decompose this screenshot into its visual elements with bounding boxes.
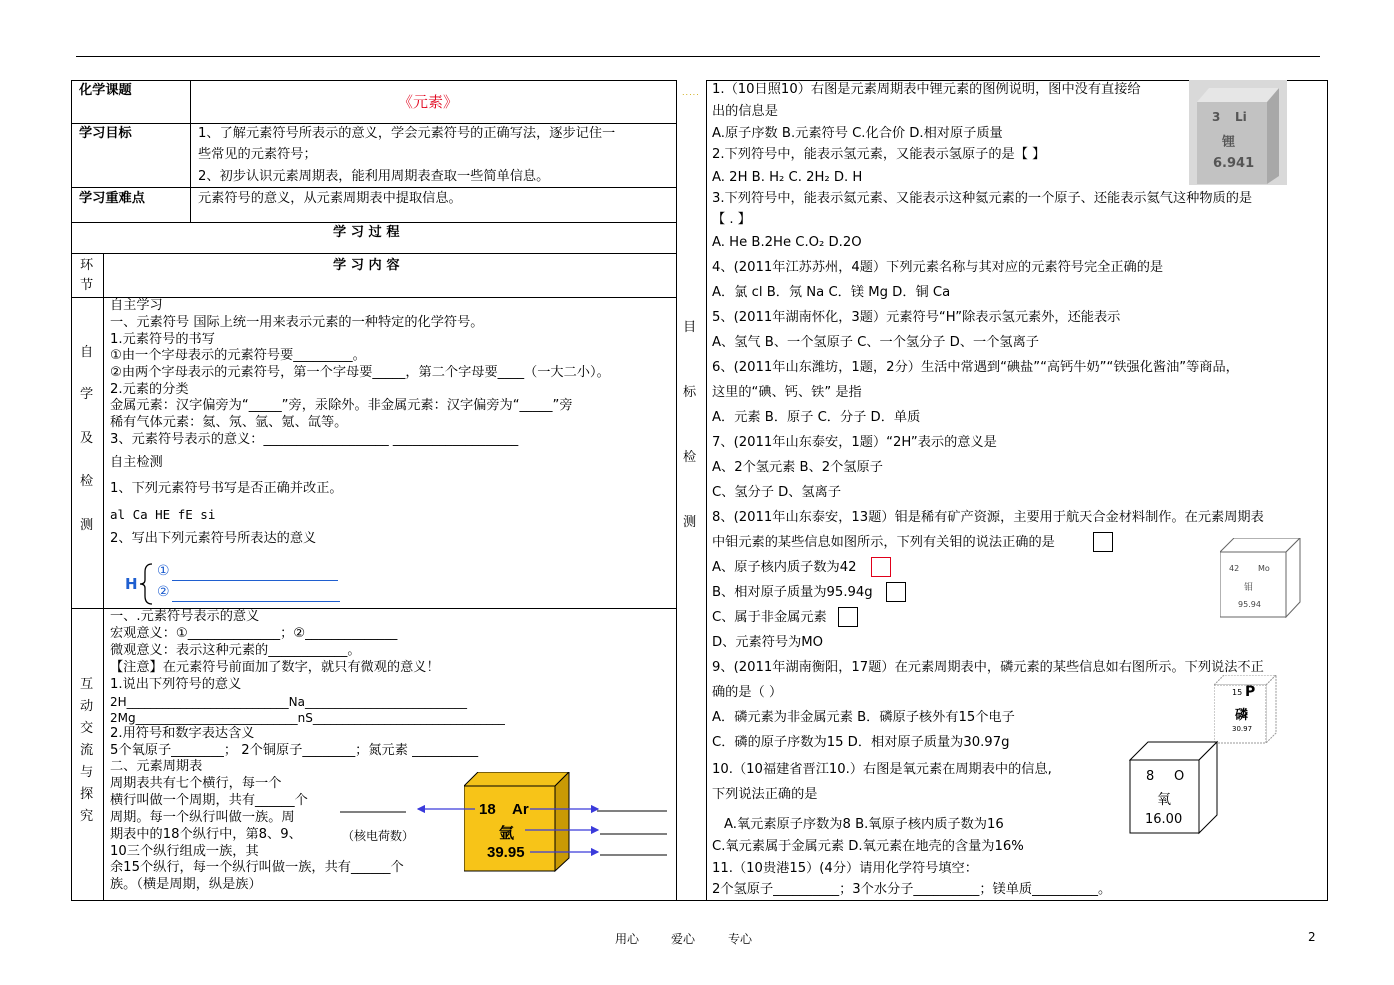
stage-char: 测	[80, 518, 94, 533]
text-line: 11.（10贵港15）(4分）请用化学符号填空：	[712, 861, 978, 876]
footer-text: 用心	[615, 932, 640, 946]
text-line: 7、(2011年山东泰安，1题）“2H”表示的意义是	[712, 435, 997, 450]
text-line: 二、元素周期表	[110, 759, 203, 774]
li-number: 3	[1212, 110, 1221, 124]
answer-box[interactable]	[838, 607, 858, 627]
molybdenum-cube-shape	[1220, 538, 1302, 618]
text-line: 4、(2011年江苏苏州，4题）下列元素名称与其对应的元素符号完全正确的是	[712, 260, 1164, 275]
h-symbol: H	[125, 575, 138, 593]
process-title: 学 习 过 程	[333, 225, 400, 240]
text-line: 1、下列元素符号书写是否正确并改正。	[110, 481, 343, 496]
text-line: A、2个氢元素 B、2个氢原子	[712, 460, 883, 475]
mo-name: 钼	[1244, 583, 1254, 593]
stage-char: 标	[683, 385, 697, 400]
text-line: 【注意】在元素符号前面加了数字，就只有微观的意义！	[110, 660, 440, 675]
footer-text: 爱心	[671, 932, 696, 946]
answer-box[interactable]	[886, 582, 906, 602]
text-line: 中钼元素的某些信息如图所示，下列有关钼的说法正确的是	[712, 535, 1055, 550]
ar-name: 氩	[499, 824, 515, 842]
text-line: 2、写出下列元素符号所表达的意义	[110, 531, 317, 546]
p-name: 磷	[1235, 708, 1249, 723]
stage-char: 及	[80, 431, 94, 446]
stage-char: 交	[80, 721, 94, 736]
stage-char: 目	[683, 320, 697, 335]
text-line: 余15个纵行，每一个纵行叫做一族，共有______个	[110, 860, 404, 875]
text-line: 2H___________________________Na___________________________	[110, 695, 467, 709]
text-line: 5个氧原子________； 2个铜原子________；氮元素 __________	[110, 743, 479, 758]
goal-line2: 些常见的元素符号；	[198, 147, 317, 162]
text-line: 8、(2011年山东泰安，13题）钼是稀有矿产资源，主要用于航天合金材料制作。在元素周期表	[712, 510, 1264, 525]
text-line: 微观意义：表示这种元素的____________。	[110, 643, 361, 658]
text-line: 期表中的18个纵行中，第8、9、	[110, 827, 302, 842]
h-circ2: ②	[157, 584, 170, 600]
page-number: 2	[1308, 930, 1316, 944]
middle-dots: .....	[682, 88, 700, 97]
content-header: 学 习 内 容	[333, 258, 400, 273]
text-line: A．磷元素为非金属元素 B．磷原子核外有15个电子	[712, 710, 1015, 725]
text-line: C．磷的原子序数为15 D．相对原子质量为30.97g	[712, 735, 1010, 750]
stage-char: 究	[80, 809, 94, 824]
text-line: 自主检测	[110, 455, 163, 470]
stage-char: 检	[683, 450, 697, 465]
text-line: 出的信息是	[712, 104, 778, 119]
text-line: A. 2H B. H₂ C. 2H₂ D. H	[712, 170, 863, 185]
o-number: 8	[1146, 769, 1155, 784]
brace-icon	[138, 562, 154, 606]
text-line: al Ca HE fE si	[110, 507, 216, 522]
stage-char: 自	[80, 345, 94, 360]
text-line: 2.用符号和数字表达含义	[110, 726, 255, 741]
goal-line3: 2、初步认识元素周期表，能利用周期表查取一些简单信息。	[198, 169, 550, 184]
ar-symbol: Ar	[512, 801, 529, 818]
text-line: 一、.元素符号表示的意义	[110, 609, 260, 624]
o-mass: 16.00	[1145, 812, 1183, 827]
key-label: 学习重难点	[79, 191, 145, 206]
goal-line1: 1、了解元素符号所表示的意义，学会元素符号的正确写法，逐步记住一	[198, 126, 616, 141]
course-title: 《元素》	[398, 93, 459, 111]
h-blank2	[172, 601, 340, 602]
text-line: 金属元素：汉字偏旁为“_____”旁，汞除外。非金属元素：汉字偏旁为“_____”旁	[110, 398, 573, 413]
o-name: 氧	[1157, 792, 1171, 808]
stage-char: 检	[80, 474, 94, 489]
text-line: A、氢气 B、一个氢原子 C、一个氢分子 D、一个氢离子	[712, 335, 1039, 350]
stage-char: 流	[80, 743, 94, 758]
answer-box[interactable]	[1093, 532, 1113, 552]
text-line: A.原子序数 B.元素符号 C.化合价 D.相对原子质量	[712, 126, 1003, 141]
text-line: 稀有气体元素：氦、氖、氩、氪、氙等。	[110, 415, 348, 430]
li-name: 锂	[1222, 135, 1236, 150]
footer-text: 专心	[728, 932, 753, 946]
text-line: 横行叫做一个周期，共有______个	[110, 793, 308, 808]
text-line: 【 . 】	[712, 212, 751, 227]
p-mass: 30.97	[1232, 725, 1253, 733]
answer-box[interactable]	[871, 557, 891, 577]
p-symbol: P	[1245, 684, 1256, 700]
text-line: 族。（横是周期，纵是族）	[110, 877, 262, 892]
text-line: 宏观意义：①______________；②______________	[110, 626, 398, 641]
text-line: A.氧元素原子序数为8 B.氧原子核内质子数为16	[724, 817, 1004, 832]
text-line: 确的是（ ）	[712, 685, 783, 700]
arrows-icon	[340, 798, 670, 860]
stage-header-1: 环	[80, 258, 94, 273]
key-text: 元素符号的意义，从元素周期表中提取信息。	[198, 191, 462, 206]
text-line: 一、元素符号 国际上统一用来表示元素的一种特定的化学符号。	[110, 315, 484, 330]
stage-char: 测	[683, 515, 697, 530]
mo-number: 42	[1229, 564, 1240, 573]
text-line: A．元素 B．原子 C．分子 D．单质	[712, 410, 921, 425]
header-rule	[76, 56, 1320, 57]
text-line: 周期。每一个纵行叫做一族。周	[110, 810, 295, 825]
text-line: 下列说法正确的是	[712, 787, 818, 802]
text-line: 2.下列符号中，能表示氢元素，又能表示氢原子的是【 】	[712, 147, 1046, 162]
text-line: 1.（10日照10）右图是元素周期表中锂元素的图例说明，图中没有直接给	[712, 82, 1141, 97]
goal-label: 学习目标	[79, 126, 132, 141]
text-line: 3.下列符号中，能表示氦元素、又能表示这种氦元素的一个原子、还能表示氦气这种物质的是	[712, 191, 1253, 206]
text-line: 2Mg___________________________nS________________________________	[110, 711, 505, 725]
p-number: 15	[1232, 688, 1243, 697]
text-line: 3、元素符号表示的意义：___________________ ___________________	[110, 432, 519, 447]
text-line: 9、(2011年湖南衡阳，17题）在元素周期表中，磷元素的某些信息如右图所示。下列说法不正	[712, 660, 1264, 675]
text-line: ①由一个字母表示的元素符号要_________。	[110, 348, 366, 363]
stage-char: 与	[80, 765, 94, 780]
text-line: 6、(2011年山东潍坊，1题，2分）生活中常遇到“碘盐”“高钙牛奶”“铁强化酱油”等商品，	[712, 360, 1239, 375]
text-line: 10.（10福建省晋江10.）右图是氧元素在周期表中的信息,	[712, 762, 1052, 777]
course-label: 化学课题	[79, 83, 132, 98]
ar-mass: 39.95	[487, 844, 525, 861]
text-line: 这里的“碘、钙、铁” 是指	[712, 385, 862, 400]
li-mass: 6.941	[1213, 156, 1255, 171]
text-line: 1.元素符号的书写	[110, 332, 215, 347]
text-line: 2个氢原子__________；3个水分子__________；镁单质__________。	[712, 882, 1112, 897]
stage-char: 探	[80, 787, 94, 802]
text-line: A、原子核内质子数为42	[712, 560, 857, 575]
mo-symbol: Mo	[1258, 564, 1270, 573]
text-line: ②由两个字母表示的元素符号，第一个字母要_____，第二个字母要____（一大二小）。	[110, 365, 610, 380]
text-line: 自主学习	[110, 298, 163, 313]
nuclear-charge-label: （核电荷数）	[342, 829, 415, 843]
o-symbol: O	[1174, 769, 1185, 784]
text-line: B、相对原子质量为95.94g	[712, 585, 873, 600]
text-line: 5、(2011年湖南怀化，3题）元素符号“H”除表示氢元素外，还能表示	[712, 310, 1121, 325]
ar-number: 18	[479, 801, 496, 818]
stage-char: 动	[80, 699, 94, 714]
text-line: 2.元素的分类	[110, 382, 189, 397]
stage-char: 互	[80, 677, 94, 692]
text-line: 10三个纵行组成一族，其	[110, 844, 259, 859]
text-line: C、属于非金属元素	[712, 610, 827, 625]
stage-header-2: 节	[80, 278, 94, 293]
text-line: C.氧元素属于金属元素 D.氧元素在地壳的含量为16%	[712, 839, 1024, 854]
text-line: D、元素符号为MO	[712, 635, 824, 650]
text-line: 周期表共有七个横行，每一个	[110, 776, 282, 791]
h-circ1: ①	[157, 563, 170, 579]
text-line: 1.说出下列符号的意义	[110, 677, 242, 692]
text-line: A. He B.2He C.O₂ D.2O	[712, 235, 862, 250]
text-line: C、氢分子 D、氢离子	[712, 485, 842, 500]
li-symbol: Li	[1235, 110, 1247, 124]
h-blank1	[172, 580, 338, 581]
mo-mass: 95.94	[1238, 600, 1261, 609]
stage-char: 学	[80, 387, 94, 402]
text-line: A．氯 cl B．氖 Na C．镁 Mg D．铜 Ca	[712, 285, 951, 300]
